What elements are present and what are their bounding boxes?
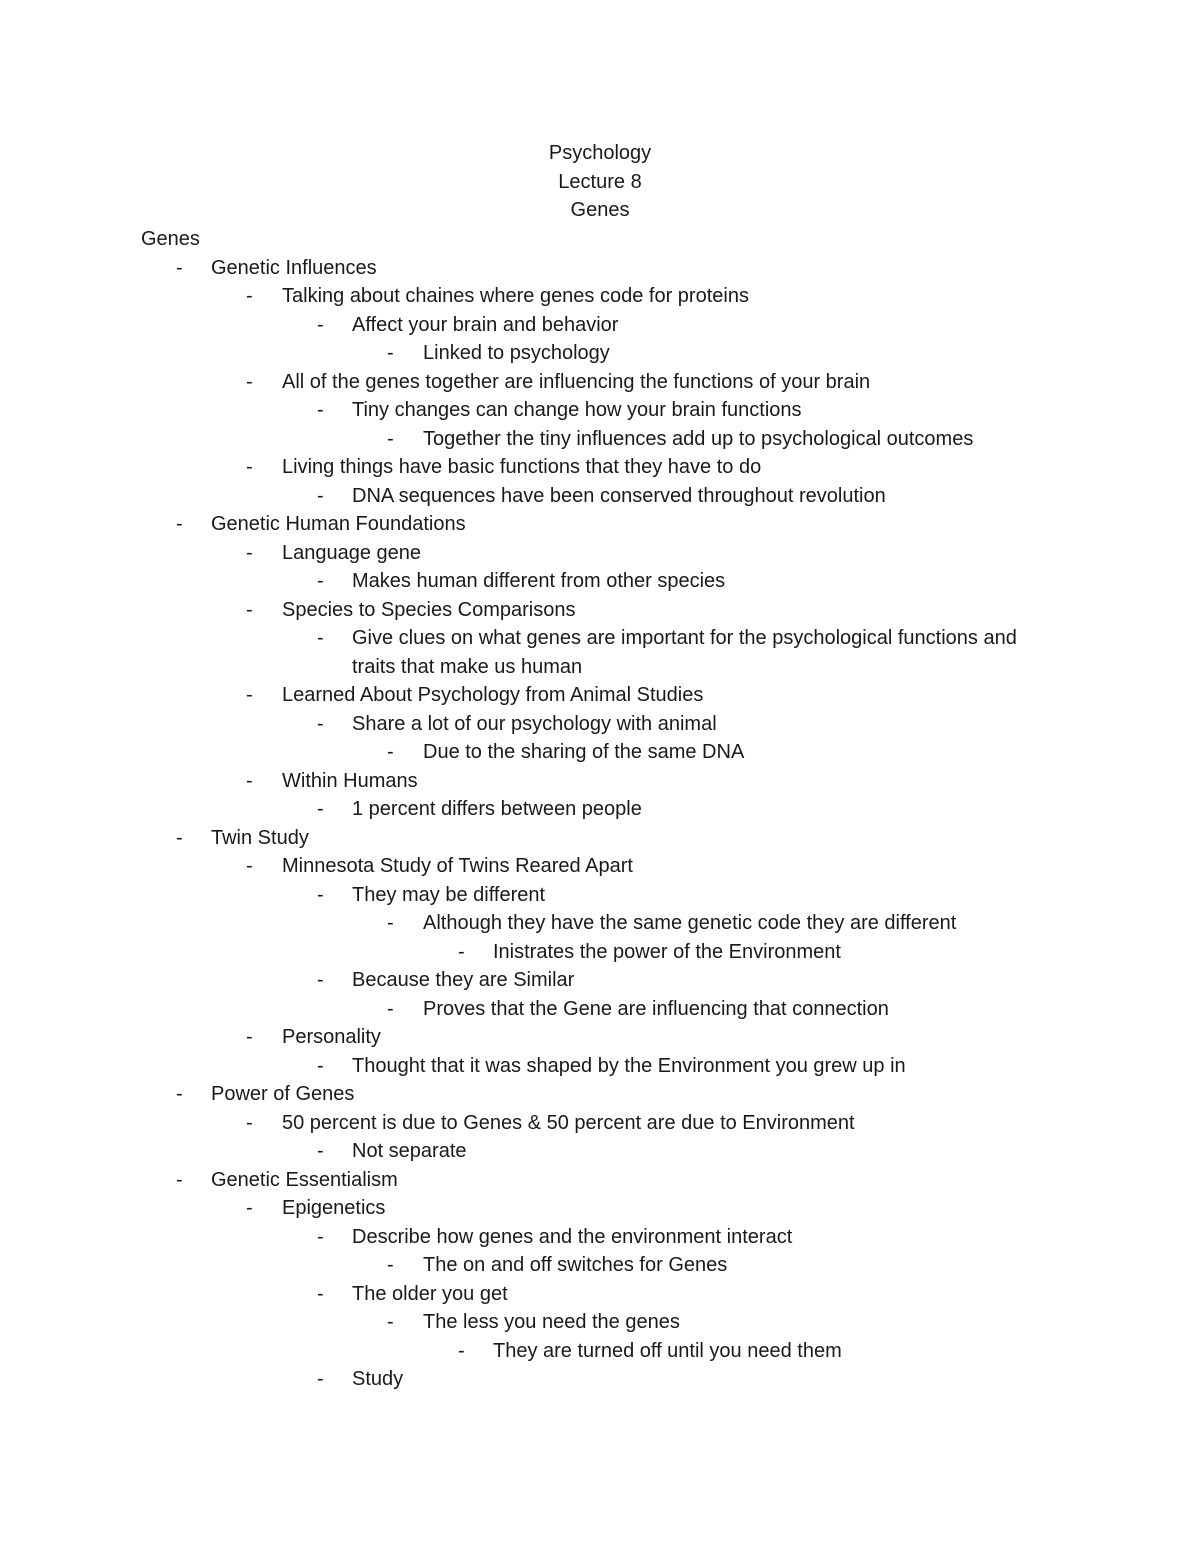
list-item-text: Tiny changes can change how your brain functions [352, 399, 802, 421]
list-item-text: Learned About Psychology from Animal Studies [282, 684, 704, 706]
dash-bullet-icon: - [176, 256, 183, 279]
list-item [0, 881, 1200, 910]
dash-bullet-icon: - [246, 855, 253, 877]
list-item [0, 1109, 1200, 1138]
dash-bullet-icon: - [246, 1197, 253, 1219]
dash-bullet-icon: - [317, 399, 324, 421]
list-item-text: Genetic Human Foundations [211, 513, 466, 535]
dash-bullet-icon: - [387, 997, 394, 1020]
list-item-text: The older you get [352, 1282, 508, 1305]
list-item [0, 1280, 1200, 1309]
list-item-text: Due to the sharing of the same DNA [423, 741, 745, 763]
list-item-text: Power of Genes [211, 1083, 355, 1105]
list-item [0, 1137, 1200, 1166]
list-item-text: The on and off switches for Genes [423, 1254, 728, 1276]
dash-bullet-icon: - [458, 940, 465, 963]
list-item-text: Describe how genes and the environment interact [352, 1225, 793, 1248]
dash-bullet-icon: - [317, 712, 324, 735]
dash-bullet-icon: - [176, 1168, 183, 1191]
list-item-text: DNA sequences have been conserved throughout revolution [352, 484, 886, 507]
dash-bullet-icon: - [246, 456, 253, 478]
list-item-text: Not separate [352, 1140, 467, 1162]
list-item [0, 852, 1200, 881]
list-item-text: Study [352, 1368, 404, 1390]
list-item [0, 254, 1200, 283]
list-item [0, 539, 1200, 568]
list-item-text: Genetic Influences [211, 256, 377, 279]
list-item-text: Personality [282, 1026, 381, 1048]
dash-bullet-icon: - [176, 513, 183, 535]
list-item [0, 482, 1200, 511]
list-item-text: Inistrates the power of the Environment [493, 940, 841, 963]
dash-bullet-icon: - [246, 769, 253, 792]
dash-bullet-icon: - [317, 1140, 324, 1162]
dash-bullet-icon: - [246, 541, 253, 564]
list-item [0, 1052, 1200, 1081]
list-item-text: Give clues on what genes are important for the psychological functions and traits that make us human [352, 627, 1017, 678]
list-item [0, 1023, 1200, 1052]
dash-bullet-icon: - [246, 684, 253, 706]
list-item [0, 1337, 1200, 1366]
list-item-text: They are turned off until you need them [493, 1339, 842, 1362]
list-item [0, 1251, 1200, 1280]
dash-bullet-icon: - [387, 1254, 394, 1276]
list-item-text: Together the tiny influences add up to psychological outcomes [423, 427, 974, 450]
list-item-text: Twin Study [211, 826, 309, 849]
list-item-text: Linked to psychology [423, 342, 610, 364]
dash-bullet-icon: - [246, 285, 253, 307]
dash-bullet-icon: - [317, 484, 324, 507]
dash-bullet-icon: - [458, 1339, 465, 1362]
list-item [0, 425, 1200, 454]
list-item-text: 1 percent differs between people [352, 798, 642, 820]
list-item [0, 339, 1200, 368]
title-block [0, 139, 1200, 225]
section-heading [0, 225, 1200, 254]
list-item [0, 396, 1200, 425]
dash-bullet-icon: - [246, 1111, 253, 1134]
dash-bullet-icon: - [246, 370, 253, 393]
list-item [0, 795, 1200, 824]
dash-bullet-icon: - [317, 1225, 324, 1248]
list-item [0, 567, 1200, 596]
dash-bullet-icon: - [246, 598, 253, 621]
list-item-text: Talking about chaines where genes code for proteins [282, 285, 749, 307]
list-item-text: All of the genes together are influencing the functions of your brain [282, 370, 871, 393]
dash-bullet-icon: - [317, 1054, 324, 1077]
dash-bullet-icon: - [176, 826, 183, 849]
list-item [0, 909, 1200, 938]
lecture-topic: Genes [570, 199, 630, 221]
dash-bullet-icon: - [387, 912, 394, 934]
list-item [0, 966, 1200, 995]
list-item-text: Genetic Essentialism [211, 1168, 398, 1191]
list-item [0, 1223, 1200, 1252]
list-item-text: Living things have basic functions that they have to do [282, 456, 762, 478]
list-item-text: Minnesota Study of Twins Reared Apart [282, 855, 633, 877]
dash-bullet-icon: - [317, 969, 324, 991]
dash-bullet-icon: - [387, 741, 394, 763]
list-item-text: Species to Species Comparisons [282, 598, 576, 621]
list-item [0, 938, 1200, 967]
dash-bullet-icon: - [387, 1311, 394, 1333]
dash-bullet-icon: - [317, 798, 324, 820]
list-item [0, 624, 1200, 681]
list-item [0, 510, 1200, 539]
list-item [0, 824, 1200, 853]
lecture-number: Lecture 8 [558, 170, 642, 193]
list-item [0, 710, 1200, 739]
dash-bullet-icon: - [317, 1282, 324, 1305]
list-item [0, 995, 1200, 1024]
list-item [0, 738, 1200, 767]
dash-bullet-icon: - [246, 1026, 253, 1048]
list-item [0, 1194, 1200, 1223]
list-item [0, 1365, 1200, 1394]
list-item-text: Affect your brain and behavior [352, 313, 619, 336]
course-title: Psychology [548, 142, 652, 164]
list-item [0, 368, 1200, 397]
dash-bullet-icon: - [387, 342, 394, 364]
list-item [0, 1308, 1200, 1337]
list-item-text: Thought that it was shaped by the Environment you grew up in [352, 1054, 906, 1077]
list-item-text: Proves that the Gene are influencing that connection [423, 997, 889, 1020]
list-item [0, 453, 1200, 482]
list-item-text: Share a lot of our psychology with animal [352, 712, 717, 735]
dash-bullet-icon: - [317, 1368, 324, 1390]
list-item-text: The less you need the genes [423, 1311, 680, 1333]
list-item [0, 1080, 1200, 1109]
list-item [0, 311, 1200, 340]
list-item [0, 596, 1200, 625]
list-item [0, 681, 1200, 710]
list-item-text: Language gene [282, 541, 422, 564]
list-item-text: Epigenetics [282, 1197, 386, 1219]
list-item [0, 282, 1200, 311]
list-item-text: Within Humans [282, 769, 418, 792]
list-item [0, 1166, 1200, 1195]
dash-bullet-icon: - [176, 1083, 183, 1105]
list-item-text: Because they are Similar [352, 969, 575, 991]
dash-bullet-icon: - [387, 427, 394, 450]
dash-bullet-icon: - [317, 883, 324, 906]
list-item-text: Although they have the same genetic code they are different [423, 912, 957, 934]
list-item-text: They may be different [352, 883, 546, 906]
list-item-text: 50 percent is due to Genes & 50 percent are due to Environment [282, 1111, 855, 1134]
dash-bullet-icon: - [317, 627, 324, 649]
dash-bullet-icon: - [317, 570, 324, 592]
list-item [0, 767, 1200, 796]
notes-outline [0, 225, 1200, 1394]
dash-bullet-icon: - [317, 313, 324, 336]
list-item-text: Genes [141, 228, 200, 250]
list-item-text: Makes human different from other species [352, 570, 726, 592]
